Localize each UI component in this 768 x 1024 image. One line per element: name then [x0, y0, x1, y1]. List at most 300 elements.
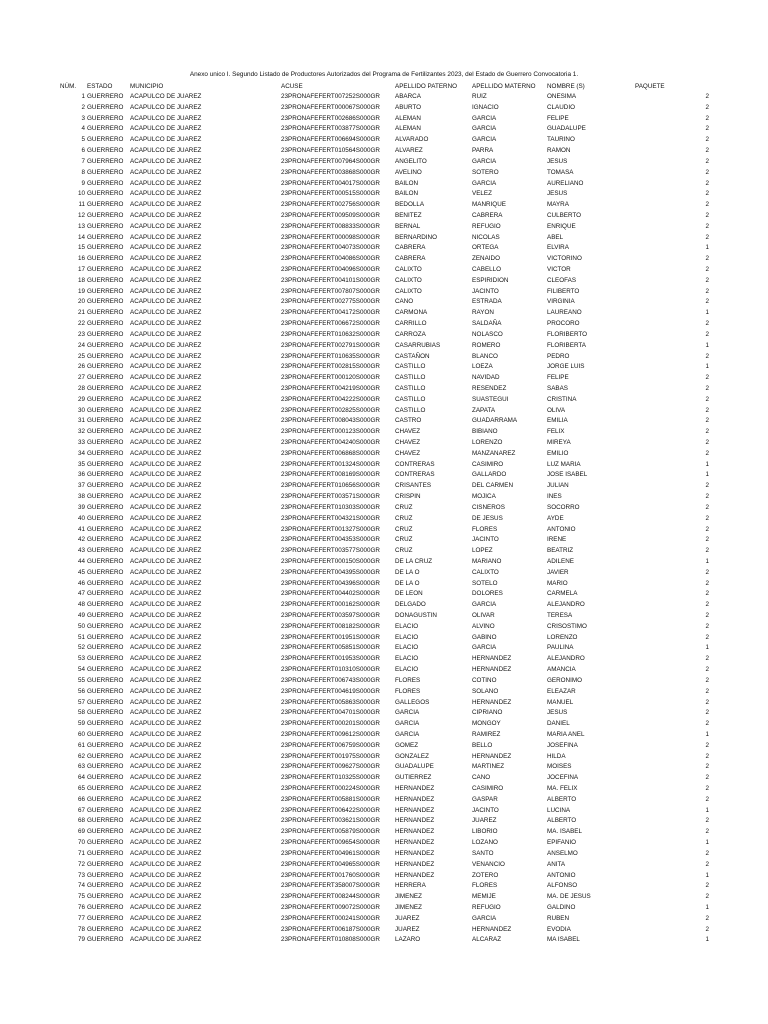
cell-municipio: ACAPULCO DE JUAREZ [130, 936, 202, 944]
cell-municipio: ACAPULCO DE JUAREZ [130, 622, 202, 630]
cell-acuse: 23PRONAFEFERT006422S000GR [281, 806, 380, 814]
cell-acuse: 23PRONAFEFERT000224S000GR [281, 785, 380, 792]
cell-nombre: CULBERTO [547, 211, 582, 219]
cell-acuse: 23PRONAFEFERT009509S000GR [281, 211, 380, 219]
table-row [60, 849, 710, 860]
table-row [60, 860, 710, 871]
cell-num: 55 [77, 676, 85, 684]
cell-nombre: MA. ISABEL [547, 828, 582, 836]
table-row [60, 503, 710, 514]
cell-estado: GUERRERO [87, 374, 124, 382]
cell-paquete: 2 [705, 157, 709, 165]
cell-paquete: 1 [705, 903, 709, 911]
cell-municipio: ACAPULCO DE JUAREZ [130, 536, 202, 544]
cell-acuse: 23PRONAFEFERT001951S000GR [281, 633, 380, 641]
cell-nombre: OLIVA [547, 406, 566, 414]
cell-nombre: JESUS [547, 157, 568, 165]
cell-nombre: JOCEFINA [547, 774, 579, 782]
cell-municipio: ACAPULCO DE JUAREZ [130, 514, 202, 522]
cell-acuse: 23PRONAFEFERT000515S000GR [281, 190, 380, 198]
cell-apellido-paterno: DE LA CRUZ [395, 557, 433, 565]
cell-municipio: ACAPULCO DE JUAREZ [130, 266, 202, 273]
cell-nombre: MOISES [547, 763, 572, 771]
cell-paquete: 2 [705, 817, 709, 825]
cell-municipio: ACAPULCO DE JUAREZ [130, 179, 202, 187]
cell-num: 14 [77, 233, 85, 241]
cell-apellido-paterno: ALEMAN [395, 114, 421, 122]
cell-apellido-materno: GARCIA [472, 914, 497, 922]
cell-estado: GUERRERO [87, 168, 124, 176]
cell-apellido-paterno: ALEMAN [395, 125, 421, 133]
cell-paquete: 1 [705, 309, 709, 317]
cell-estado: GUERRERO [87, 644, 124, 652]
cell-acuse: 23PRONAFEFERT002756S000GR [281, 201, 380, 209]
cell-nombre: FILIBERTO [547, 287, 580, 295]
cell-nombre: MANUEL [547, 698, 574, 706]
cell-apellido-materno: OLIVAR [472, 612, 495, 619]
cell-apellido-materno: CISNEROS [472, 503, 505, 511]
cell-acuse: 23PRONAFEFERT000162S000GR [281, 601, 380, 609]
cell-estado: GUERRERO [87, 136, 124, 144]
cell-estado: GUERRERO [87, 309, 124, 317]
cell-apellido-paterno: HERNANDEZ [395, 828, 435, 836]
table-row [60, 579, 710, 590]
cell-acuse: 23PRONAFEFERT002775S000GR [281, 298, 380, 306]
cell-apellido-paterno: CASTILLO [395, 384, 426, 392]
cell-apellido-paterno: AVELINO [395, 168, 422, 176]
cell-num: 61 [77, 741, 85, 749]
table-row [60, 492, 710, 503]
cell-apellido-paterno: ELACIO [395, 666, 419, 674]
cell-acuse: 23PRONAFEFERT003621S000GR [281, 817, 380, 825]
cell-estado: GUERRERO [87, 655, 124, 663]
cell-num: 23 [77, 330, 85, 338]
cell-municipio: ACAPULCO DE JUAREZ [130, 222, 202, 230]
cell-acuse: 23PRONAFEFERT008043S000GR [281, 417, 380, 425]
cell-nombre: CARMELA [547, 590, 578, 598]
table-row [60, 135, 710, 146]
cell-num: 79 [77, 936, 85, 944]
table-row [60, 146, 710, 157]
cell-municipio: ACAPULCO DE JUAREZ [130, 449, 202, 457]
cell-apellido-paterno: DELGADO [395, 601, 426, 609]
cell-apellido-paterno: JUAREZ [395, 914, 420, 922]
cell-apellido-materno: HERNANDEZ [472, 666, 512, 674]
cell-acuse: 23PRONAFEFERT010808S000GR [281, 936, 380, 944]
cell-apellido-materno: RAMIREZ [472, 730, 501, 738]
cell-acuse: 23PRONAFEFERT006694S000GR [281, 136, 380, 144]
cell-municipio: ACAPULCO DE JUAREZ [130, 914, 202, 922]
table-row [60, 935, 710, 946]
cell-estado: GUERRERO [87, 482, 124, 490]
table-row [60, 514, 710, 525]
table-row [60, 838, 710, 849]
cell-nombre: JAVIER [547, 568, 569, 576]
cell-nombre: MA. FELIX [547, 785, 578, 792]
cell-apellido-paterno: CONTRERAS [395, 460, 435, 468]
table-row [60, 806, 710, 817]
cell-apellido-materno: BELLO [472, 741, 493, 749]
cell-paquete: 2 [705, 536, 709, 544]
cell-nombre: MARIA ANEL [547, 730, 585, 738]
cell-apellido-materno: COTINO [472, 676, 497, 684]
cell-num: 35 [77, 460, 85, 468]
cell-paquete: 2 [705, 666, 709, 674]
cell-estado: GUERRERO [87, 525, 124, 533]
cell-apellido-paterno: BAILON [395, 179, 419, 187]
cell-num: 47 [77, 590, 85, 598]
cell-municipio: ACAPULCO DE JUAREZ [130, 406, 202, 414]
cell-municipio: ACAPULCO DE JUAREZ [130, 601, 202, 609]
cell-municipio: ACAPULCO DE JUAREZ [130, 655, 202, 663]
table-row [60, 881, 710, 892]
table-row [60, 297, 710, 308]
cell-nombre: BEATRIZ [547, 547, 574, 555]
cell-apellido-materno: MARTINEZ [472, 763, 505, 771]
cell-municipio: ACAPULCO DE JUAREZ [130, 785, 202, 792]
cell-acuse: 23PRONAFEFERT004017S000GR [281, 179, 380, 187]
cell-apellido-paterno: HERNANDEZ [395, 871, 435, 879]
cell-acuse: 23PRONAFEFERT007807S000GR [281, 287, 380, 295]
cell-nombre: EMILIA [547, 417, 568, 425]
cell-municipio: ACAPULCO DE JUAREZ [130, 384, 202, 392]
cell-nombre: RAMON [547, 147, 571, 155]
table-row [60, 276, 710, 287]
cell-estado: GUERRERO [87, 449, 124, 457]
table-row [60, 449, 710, 460]
table-row [60, 384, 710, 395]
cell-apellido-paterno: CASTILLO [395, 374, 426, 382]
cell-num: 39 [77, 503, 85, 511]
cell-apellido-materno: MOJICA [472, 493, 496, 501]
cell-acuse: 23PRONAFEFERT001324S000GR [281, 460, 380, 468]
table-row [60, 330, 710, 341]
cell-num: 56 [77, 687, 85, 695]
cell-estado: GUERRERO [87, 839, 124, 847]
cell-municipio: ACAPULCO DE JUAREZ [130, 471, 202, 479]
cell-estado: GUERRERO [87, 406, 124, 414]
cell-acuse: 23PRONAFEFERT002686S000GR [281, 114, 380, 122]
cell-estado: GUERRERO [87, 93, 124, 100]
header-acuse: ACUSE [281, 83, 303, 90]
cell-nombre: AMANCIA [547, 666, 576, 674]
cell-estado: GUERRERO [87, 590, 124, 598]
cell-num: 38 [77, 493, 85, 501]
cell-apellido-paterno: CALIXTO [395, 266, 422, 273]
cell-municipio: ACAPULCO DE JUAREZ [130, 644, 202, 652]
cell-apellido-paterno: CARMONA [395, 309, 428, 317]
cell-paquete: 2 [705, 395, 709, 403]
cell-municipio: ACAPULCO DE JUAREZ [130, 190, 202, 198]
cell-municipio: ACAPULCO DE JUAREZ [130, 871, 202, 879]
cell-paquete: 2 [705, 136, 709, 144]
cell-municipio: ACAPULCO DE JUAREZ [130, 633, 202, 641]
cell-apellido-paterno: ALVAREZ [395, 147, 423, 155]
cell-estado: GUERRERO [87, 579, 124, 587]
cell-paquete: 2 [705, 417, 709, 425]
cell-apellido-materno: MANZANAREZ [472, 449, 516, 457]
cell-apellido-materno: MEMIJE [472, 893, 496, 901]
cell-num: 51 [77, 633, 85, 641]
cell-estado: GUERRERO [87, 730, 124, 738]
cell-acuse: 23PRONAFEFERT005881S000GR [281, 795, 380, 803]
cell-acuse: 23PRONAFEFERT010564S000GR [281, 147, 380, 155]
cell-municipio: ACAPULCO DE JUAREZ [130, 255, 202, 263]
cell-acuse: 23PRONAFEFERT006187S000GR [281, 925, 380, 933]
cell-estado: GUERRERO [87, 547, 124, 555]
cell-num: 43 [77, 547, 85, 555]
cell-acuse: 23PRONAFEFERT004961S000GR [281, 849, 380, 857]
cell-acuse: 23PRONAFEFERT006759S000GR [281, 741, 380, 749]
table-row [60, 481, 710, 492]
cell-estado: GUERRERO [87, 882, 124, 890]
cell-acuse: 23PRONAFEFERT007252S000GR [281, 93, 380, 100]
cell-paquete: 1 [705, 460, 709, 468]
table-row [60, 546, 710, 557]
cell-num: 69 [77, 828, 85, 836]
cell-municipio: ACAPULCO DE JUAREZ [130, 363, 202, 371]
cell-apellido-paterno: BEDOLLA [395, 201, 425, 209]
cell-paquete: 2 [705, 828, 709, 836]
cell-estado: GUERRERO [87, 211, 124, 219]
cell-municipio: ACAPULCO DE JUAREZ [130, 525, 202, 533]
cell-estado: GUERRERO [87, 341, 124, 349]
cell-num: 15 [77, 244, 85, 252]
cell-estado: GUERRERO [87, 601, 124, 609]
cell-apellido-paterno: DE LEON [395, 590, 423, 598]
cell-paquete: 1 [705, 471, 709, 479]
cell-municipio: ACAPULCO DE JUAREZ [130, 157, 202, 165]
cell-estado: GUERRERO [87, 298, 124, 306]
table-row [60, 319, 710, 330]
cell-nombre: TERESA [547, 612, 573, 619]
table-row [60, 406, 710, 417]
cell-estado: GUERRERO [87, 222, 124, 230]
cell-municipio: ACAPULCO DE JUAREZ [130, 547, 202, 555]
cell-nombre: VIRGINIA [547, 298, 575, 306]
table-row [60, 914, 710, 925]
cell-nombre: MAYRA [547, 201, 569, 209]
cell-paquete: 2 [705, 330, 709, 338]
cell-paquete: 2 [705, 276, 709, 284]
cell-nombre: CLAUDIO [547, 103, 575, 111]
cell-acuse: 23PRONAFEFERT004402S000GR [281, 590, 380, 598]
cell-paquete: 2 [705, 612, 709, 619]
cell-acuse: 23PRONAFEFERT004619S000GR [281, 687, 380, 695]
cell-paquete: 2 [705, 287, 709, 295]
cell-nombre: ELEAZAR [547, 687, 576, 695]
cell-municipio: ACAPULCO DE JUAREZ [130, 882, 202, 890]
cell-nombre: CRISOSTIMO [547, 622, 587, 630]
cell-municipio: ACAPULCO DE JUAREZ [130, 125, 202, 133]
cell-num: 10 [77, 190, 85, 198]
cell-estado: GUERRERO [87, 157, 124, 165]
cell-apellido-materno: DE JESUS [472, 514, 503, 522]
cell-acuse: 23PRONAFEFERT000123S000GR [281, 428, 380, 436]
cell-acuse: 23PRONAFEFERT004965S000GR [281, 860, 380, 868]
cell-paquete: 2 [705, 622, 709, 630]
cell-estado: GUERRERO [87, 201, 124, 209]
cell-num: 64 [77, 774, 85, 782]
cell-num: 21 [77, 309, 85, 317]
cell-apellido-materno: MARIANO [472, 557, 502, 565]
cell-nombre: ALEJANDRO [547, 601, 585, 609]
cell-apellido-paterno: HERNANDEZ [395, 860, 435, 868]
cell-paquete: 2 [705, 763, 709, 771]
cell-municipio: ACAPULCO DE JUAREZ [130, 687, 202, 695]
cell-num: 60 [77, 730, 85, 738]
cell-apellido-paterno: CALIXTO [395, 276, 422, 284]
cell-paquete: 1 [705, 363, 709, 371]
cell-estado: GUERRERO [87, 493, 124, 501]
cell-apellido-materno: RUIZ [472, 93, 487, 100]
table-row [60, 470, 710, 481]
cell-nombre: EVODIA [547, 925, 571, 933]
cell-nombre: LAUREANO [547, 309, 582, 317]
cell-apellido-materno: VENANCIO [472, 860, 505, 868]
cell-num: 44 [77, 557, 85, 565]
cell-nombre: FLORIBERTO [547, 330, 588, 338]
cell-estado: GUERRERO [87, 741, 124, 749]
cell-paquete: 2 [705, 428, 709, 436]
cell-num: 17 [77, 266, 85, 273]
cell-estado: GUERRERO [87, 795, 124, 803]
cell-num: 19 [77, 287, 85, 295]
cell-municipio: ACAPULCO DE JUAREZ [130, 612, 202, 619]
cell-estado: GUERRERO [87, 633, 124, 641]
cell-apellido-paterno: CASTAÑON [395, 352, 430, 360]
cell-apellido-paterno: CRUZ [395, 514, 413, 522]
table-row [60, 708, 710, 719]
cell-paquete: 2 [705, 741, 709, 749]
table-row [60, 103, 710, 114]
cell-estado: GUERRERO [87, 860, 124, 868]
cell-apellido-materno: BLANCO [472, 352, 498, 360]
cell-estado: GUERRERO [87, 471, 124, 479]
cell-acuse: 23PRONAFEFERT001760S000GR [281, 871, 380, 879]
cell-paquete: 2 [705, 785, 709, 792]
cell-nombre: IRENE [547, 536, 567, 544]
cell-paquete: 2 [705, 222, 709, 230]
cell-apellido-paterno: CASTRO [395, 417, 422, 425]
cell-acuse: 23PRONAFEFERT004219S000GR [281, 384, 380, 392]
cell-municipio: ACAPULCO DE JUAREZ [130, 147, 202, 155]
cell-num: 33 [77, 439, 85, 446]
cell-estado: GUERRERO [87, 514, 124, 522]
cell-apellido-paterno: CHAVEZ [395, 449, 421, 457]
cell-num: 29 [77, 395, 85, 403]
cell-acuse: 23PRONAFEFERT000201S000GR [281, 720, 380, 728]
cell-estado: GUERRERO [87, 190, 124, 198]
cell-num: 7 [81, 157, 85, 165]
cell-nombre: HILDA [547, 752, 566, 760]
cell-apellido-paterno: GUTIERREZ [395, 774, 432, 782]
cell-paquete: 2 [705, 590, 709, 598]
cell-paquete: 2 [705, 849, 709, 857]
cell-apellido-paterno: DONAGUSTIN [395, 612, 437, 619]
cell-acuse: 23PRONAFEFERT002815S000GR [281, 363, 380, 371]
cell-apellido-paterno: GOMEZ [395, 741, 419, 749]
cell-estado: GUERRERO [87, 417, 124, 425]
cell-apellido-materno: RESENDEZ [472, 384, 507, 392]
cell-paquete: 1 [705, 871, 709, 879]
cell-num: 8 [81, 168, 85, 176]
header-paquete: PAQUETE [635, 83, 665, 90]
cell-municipio: ACAPULCO DE JUAREZ [130, 860, 202, 868]
document-title: Anexo unico I. Segundo Listado de Productores Autorizados del Programa de Fertilizantes 2023, del Estado de Guerrero Convocatoria 1. [189, 71, 579, 78]
cell-paquete: 2 [705, 255, 709, 263]
cell-apellido-materno: LOPEZ [472, 547, 493, 555]
cell-nombre: ONESIMA [547, 93, 577, 100]
table-row [60, 622, 710, 633]
cell-nombre: MARIO [547, 579, 568, 587]
table-row [60, 633, 710, 644]
cell-num: 72 [77, 860, 85, 868]
cell-estado: GUERRERO [87, 352, 124, 360]
cell-estado: GUERRERO [87, 179, 124, 187]
cell-municipio: ACAPULCO DE JUAREZ [130, 320, 202, 328]
table-row [60, 903, 710, 914]
cell-paquete: 2 [705, 709, 709, 717]
cell-num: 66 [77, 795, 85, 803]
cell-num: 30 [77, 406, 85, 414]
cell-estado: GUERRERO [87, 125, 124, 133]
cell-municipio: ACAPULCO DE JUAREZ [130, 244, 202, 252]
cell-paquete: 2 [705, 179, 709, 187]
cell-num: 5 [81, 136, 85, 144]
cell-acuse: 23PRONAFEFERT009072S000GR [281, 903, 380, 911]
cell-estado: GUERRERO [87, 698, 124, 706]
cell-num: 57 [77, 698, 85, 706]
cell-municipio: ACAPULCO DE JUAREZ [130, 211, 202, 219]
cell-estado: GUERRERO [87, 320, 124, 328]
cell-apellido-materno: JACINTO [472, 287, 499, 295]
cell-nombre: ANITA [547, 860, 566, 868]
cell-acuse: 23PRONAFEFERT000241S000GR [281, 914, 380, 922]
cell-acuse: 23PRONAFEFERT004240S000GR [281, 439, 380, 446]
cell-num: 12 [77, 211, 85, 219]
cell-estado: GUERRERO [87, 871, 124, 879]
cell-apellido-paterno: DE LA O [395, 568, 420, 576]
cell-municipio: ACAPULCO DE JUAREZ [130, 557, 202, 565]
cell-acuse: 23PRONAFEFERT010635S000GR [281, 352, 380, 360]
cell-apellido-materno: FLORES [472, 882, 498, 890]
table-row [60, 535, 710, 546]
cell-num: 11 [78, 201, 85, 209]
cell-estado: GUERRERO [87, 914, 124, 922]
table-row [60, 233, 710, 244]
cell-municipio: ACAPULCO DE JUAREZ [130, 93, 202, 100]
table-row [60, 557, 710, 568]
cell-acuse: 23PRONAFEFERT005879S000GR [281, 828, 380, 836]
cell-num: 28 [77, 384, 85, 392]
cell-paquete: 2 [705, 893, 709, 901]
cell-apellido-materno: CIPRIANO [472, 709, 503, 717]
table-row [60, 287, 710, 298]
cell-apellido-materno: ZENAIDO [472, 255, 500, 263]
cell-nombre: VICTORINO [547, 255, 582, 263]
table-row [60, 395, 710, 406]
cell-municipio: ACAPULCO DE JUAREZ [130, 806, 202, 814]
cell-acuse: 23PRONAFEFERT004172S000GR [281, 309, 380, 317]
cell-apellido-paterno: CABRERA [395, 244, 426, 252]
cell-apellido-paterno: DE LA O [395, 579, 420, 587]
cell-paquete: 2 [705, 482, 709, 490]
cell-acuse: 23PRONAFEFERT010325S000GR [281, 774, 380, 782]
cell-municipio: ACAPULCO DE JUAREZ [130, 730, 202, 738]
cell-apellido-paterno: GARCIA [395, 730, 420, 738]
cell-apellido-paterno: GARCIA [395, 720, 420, 728]
